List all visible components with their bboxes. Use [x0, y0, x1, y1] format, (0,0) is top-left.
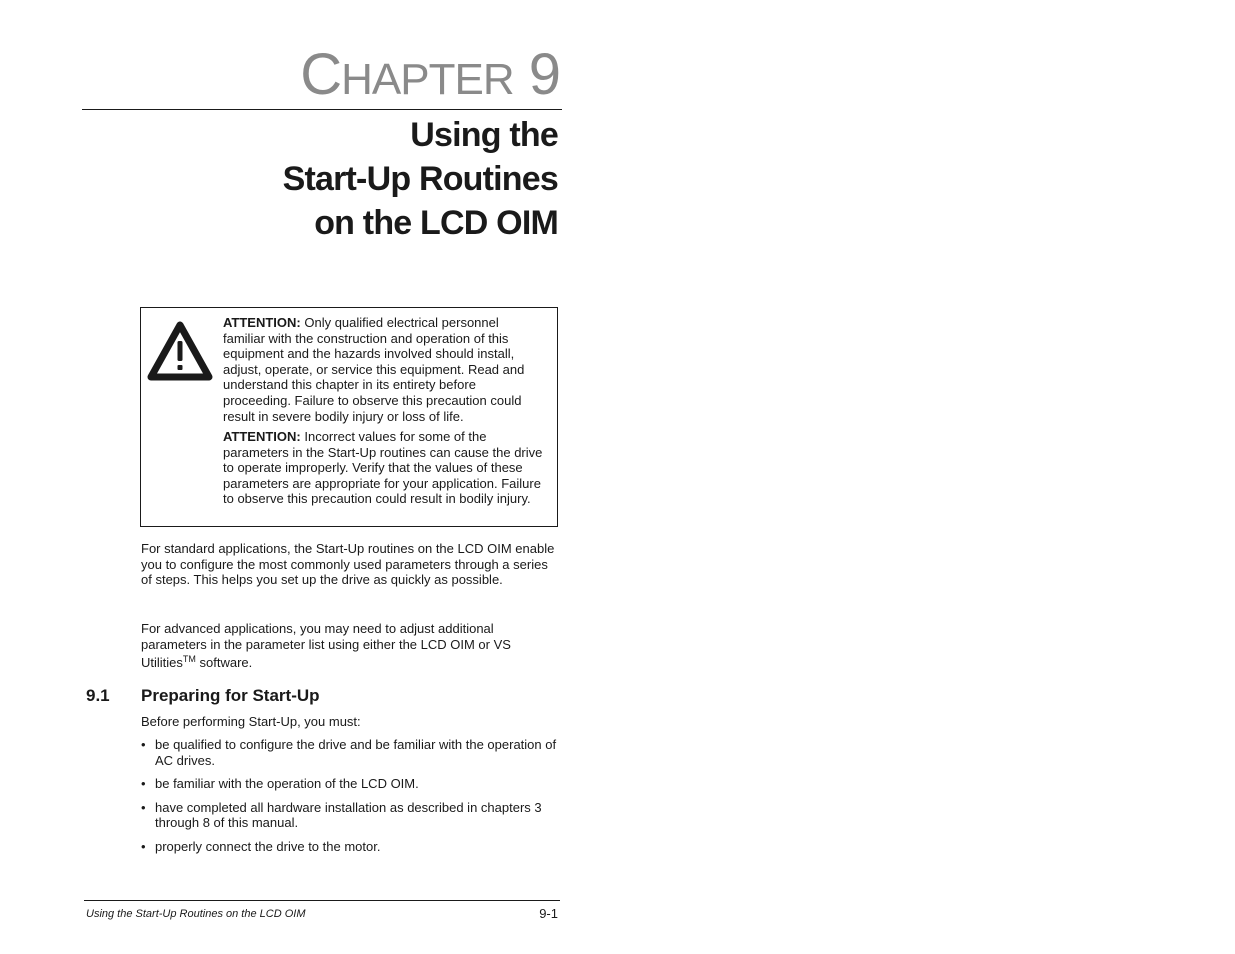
list-item: [141, 737, 561, 768]
attention-paragraph: [223, 315, 543, 424]
intro-paragraph: For standard applications, the Start-Up routines on the LCD OIM enable you to configure the most commonly used parameters through a series of steps. This helps you set up the drive as quickly as possible.: [141, 541, 555, 588]
bullet-icon: •: [141, 838, 146, 854]
trademark-symbol: TM: [182, 654, 196, 665]
bullet-icon: •: [141, 799, 146, 815]
list-item-text: be familiar with the operation of the LCD OIM.: [155, 776, 419, 792]
list-item: [141, 800, 561, 831]
bullet-icon: •: [141, 776, 146, 792]
attention-text: Only qualified electrical personnel familiar with the construction and operation of this equipment and the hazards involved should install, adjust, operate, or service this equipment. Read and understand this chapter in its entirety before proceeding. Failure to observe this precaution could result in severe bodily injury or loss of life.: [223, 315, 525, 424]
attention-label: ATTENTION:: [223, 429, 301, 444]
intro-text: software.: [195, 655, 253, 671]
section-number: 9.1: [86, 686, 110, 705]
list-item-text: properly connect the drive to the motor.: [155, 838, 381, 854]
attention-box: [140, 307, 558, 527]
chapter-title-line: Start-Up Routines: [282, 160, 558, 198]
list-item-text: be qualified to configure the drive and be familiar with the operation of AC drives.: [155, 737, 557, 768]
section-lead: Before performing Start-Up, you must:: [141, 714, 361, 729]
attention-label: ATTENTION:: [223, 315, 301, 330]
chapter-number: 9: [528, 42, 560, 107]
list-item-text: have completed all hardware installation as described in chapters 3 through 8 of this manual.: [155, 799, 542, 831]
attention-text: Incorrect values for some of the parameters in the Start-Up routines can cause the drive to operate improperly. Verify that the values of these parameters are appropriate for your application. Failure to observe this precaution could result in bodily injury.: [223, 429, 543, 507]
attention-paragraph: [223, 429, 543, 507]
chapter-label-rest: HAPTER: [341, 55, 514, 104]
chapter-divider: [82, 109, 562, 110]
chapter-label-initial: C: [300, 42, 342, 107]
list-item: [141, 839, 561, 855]
bullet-icon: •: [141, 737, 146, 752]
chapter-title-line: Using the: [410, 116, 558, 154]
footer-title: Using the Start-Up Routines on the LCD OIM: [86, 908, 306, 920]
warning-triangle-icon: [146, 316, 214, 384]
intro-paragraph: [141, 621, 561, 671]
footer-divider: [84, 900, 560, 901]
chapter-title-line: on the LCD OIM: [314, 204, 558, 242]
chapter-label: [300, 44, 560, 111]
chapter-title: [78, 113, 558, 245]
requirements-list: [141, 737, 561, 863]
page-number: 9-1: [539, 906, 558, 921]
intro-text: For advanced applications, you may need to adjust additional parameters in the parameter list using either the LCD OIM or VS Utilities: [141, 621, 511, 671]
list-item: [141, 776, 561, 792]
section-heading: Preparing for Start-Up: [141, 686, 320, 705]
